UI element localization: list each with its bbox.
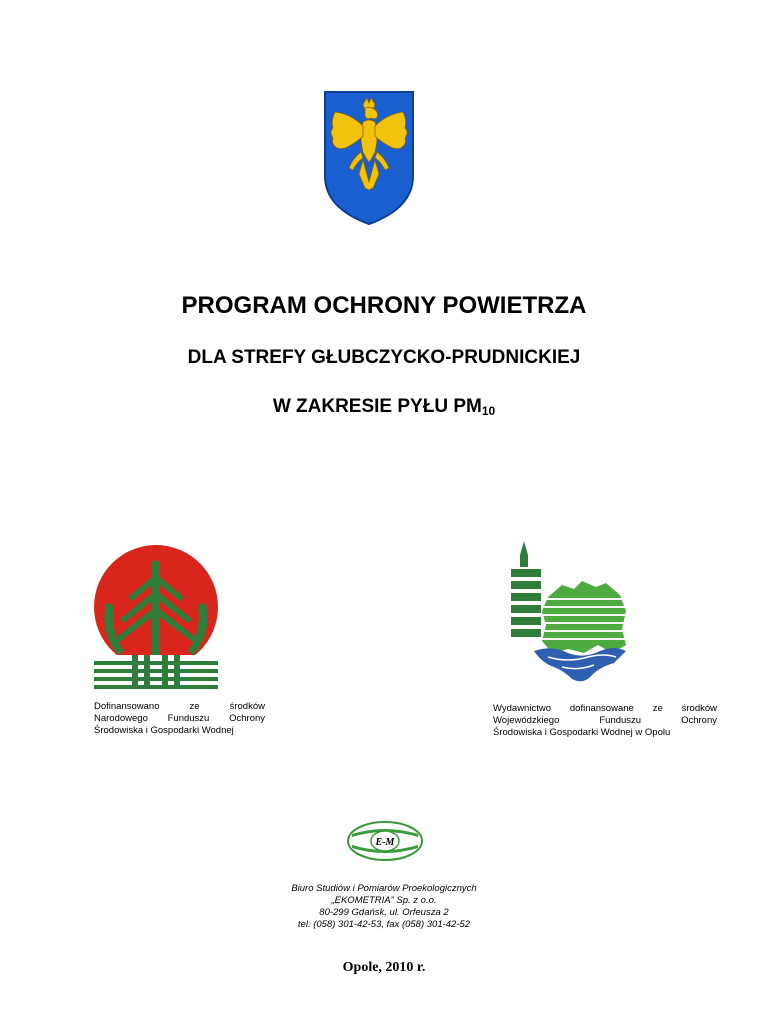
nfos-funding-caption — [94, 701, 265, 737]
caption-line: Wydawnictwo dofinansowane ze środków — [493, 703, 717, 714]
publisher-phone: tel. (058) 301-42-53, fax (058) 301-42-52 — [297, 919, 471, 930]
nfos-logo — [92, 543, 220, 691]
publisher-address-block — [0, 883, 768, 931]
wfos-logo — [508, 541, 632, 689]
publisher-company: „EKOMETRIA” Sp. z o.o. — [331, 895, 437, 906]
publisher-address: 80-299 Gdańsk, ul. Orfeusza 2 — [319, 907, 449, 918]
coat-of-arms-emblem — [323, 90, 415, 226]
document-subtitle-pollutant: W ZAKRESIE PYŁU $PM_{10}$ — [272, 396, 496, 418]
document-subtitle: DLA STREFY GŁUBCZYCKO-PRUDNICKIEJ — [187, 347, 581, 368]
caption-line: Środowiska i Gospodarki Wodnej — [94, 725, 234, 736]
place-and-date: Opole, 2010 r. — [342, 960, 426, 975]
document-title: PROGRAM OCHRONY POWIETRZA — [181, 292, 587, 319]
caption-line: Narodowego Funduszu Ochrony — [94, 713, 265, 724]
caption-line: Dofinansowano ze środków — [94, 701, 265, 712]
caption-line: Środowiska i Gospodarki Wodnej w Opolu — [493, 727, 671, 738]
wfos-funding-caption — [493, 703, 717, 739]
ekometria-logo-text: E-M — [375, 837, 395, 848]
caption-line: Wojewódzkiego Funduszu Ochrony — [493, 715, 717, 726]
ekometria-logo — [346, 820, 424, 862]
publisher-name: Biuro Studiów i Pomiarów Proekologicznych — [291, 883, 477, 894]
